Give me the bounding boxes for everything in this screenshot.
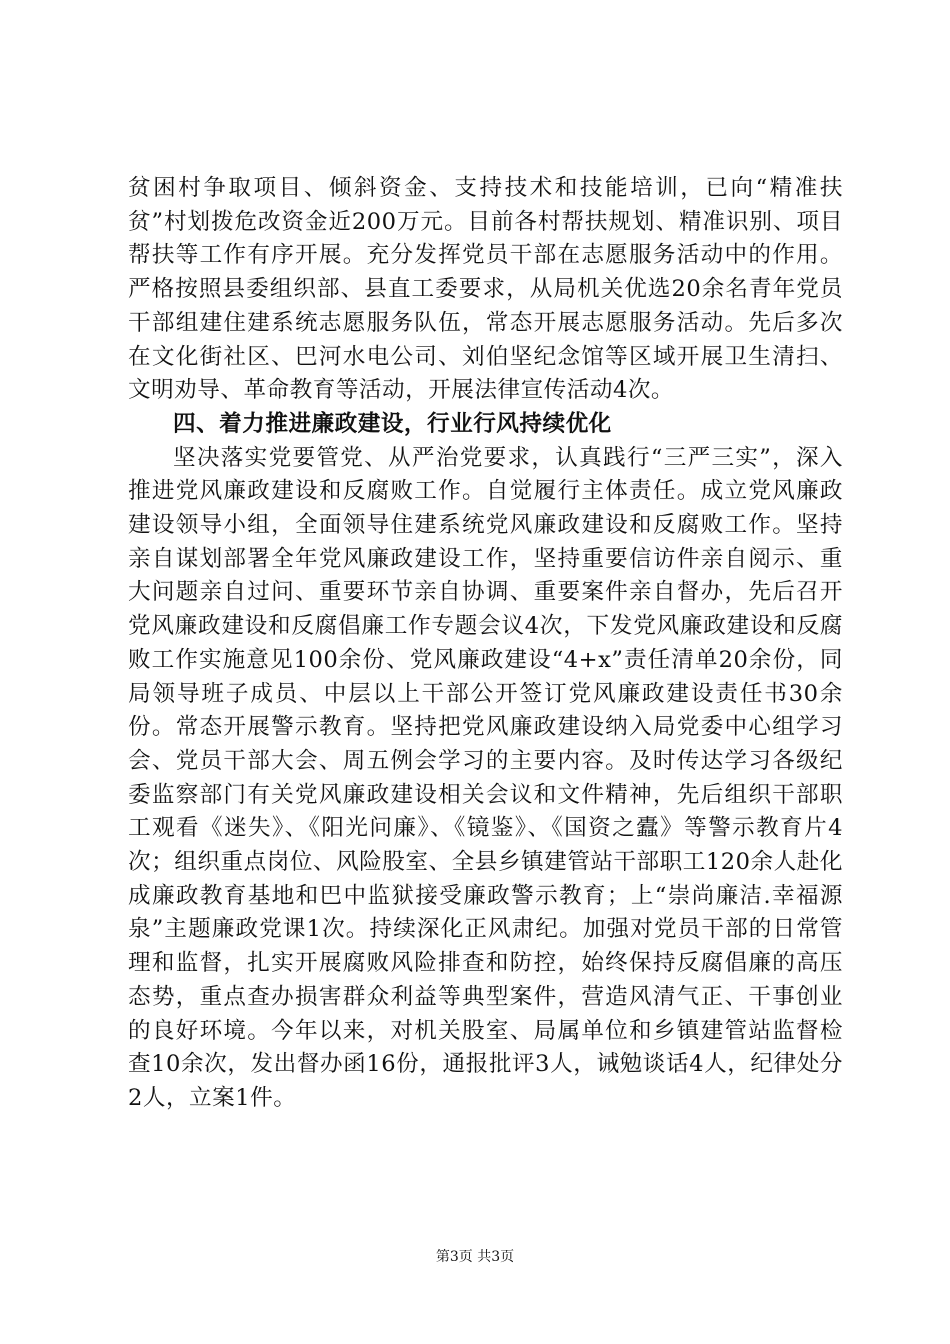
paragraph-section-4: 坚决落实党要管党、从严治党要求，认真践行“三严三实”，深入推进党风廉政建设和反腐败工作。自觉履行主体责任。成立党风廉政建设领导小组，全面领导住建系统党风廉政建设和反腐败工作。坚持亲自谋划部署全年党风廉政建设工作，坚持重要信访件亲自阅示、重大问题亲自过问、重要环节亲自协调、重要案件亲自督办，先后召开党风廉政建设和反腐倡廉工作专题会议4次，下发党风廉政建设和反腐败工作实施意见100余份、党风廉政建设“4+x”责任清单20余份，同局领导班子成员、中层以上干部公开签订党风廉政建设责任书30余份。常态开展警示教育。坚持把党风廉政建设纳入局党委中心组学习会、党员干部大会、周五例会学习的主要内容。及时传达学习各级纪委监察部门有关党风廉政建设相关会议和文件精神，先后组织干部职工观看《迷失》、《阳光问廉》、《镜鉴》、《国资之蠹》等警示教育片4次；组织重点岗位、风险股室、全县乡镇建管站干部职工120余人赴化成廉政教育基地和巴中监狱接受廉政警示教育；上“崇尚廉洁.幸福源泉”主题廉政党课1次。持续深化正风肃纪。加强对党员干部的日常管理和监督，扎实开展腐败风险排查和防控，始终保持反腐倡廉的高压态势，重点查办损害群众利益等典型案件，营造风清气正、干事创业的良好环境。今年以来，对机关股室、局属单位和乡镇建管站监督检查10余次，发出督办函16份，通报批评3人，诫勉谈话4人，纪律处分2人，立案1件。: [128, 444, 843, 1111]
section-heading-4: 四、着力推进廉政建设，行业行风持续优化: [173, 410, 612, 437]
document-body: [128, 172, 843, 1116]
page-footer: 第3页 共3页: [435, 1249, 515, 1265]
paragraph-continued: 贫困村争取项目、倾斜资金、支持技术和技能培训，已向“精准扶贫”村划拨危改资金近200万元。目前各村帮扶规划、精准识别、项目帮扶等工作有序开展。充分发挥党员干部在志愿服务活动中的作用。严格按照县委组织部、县直工委要求，从局机关优选20余名青年党员干部组建住建系统志愿服务队伍，常态开展志愿服务活动。先后多次在文化街社区、巴河水电公司、刘伯坚纪念馆等区域开展卫生清扫、文明劝导、革命教育等活动，开展法律宣传活动4次。: [128, 175, 843, 404]
